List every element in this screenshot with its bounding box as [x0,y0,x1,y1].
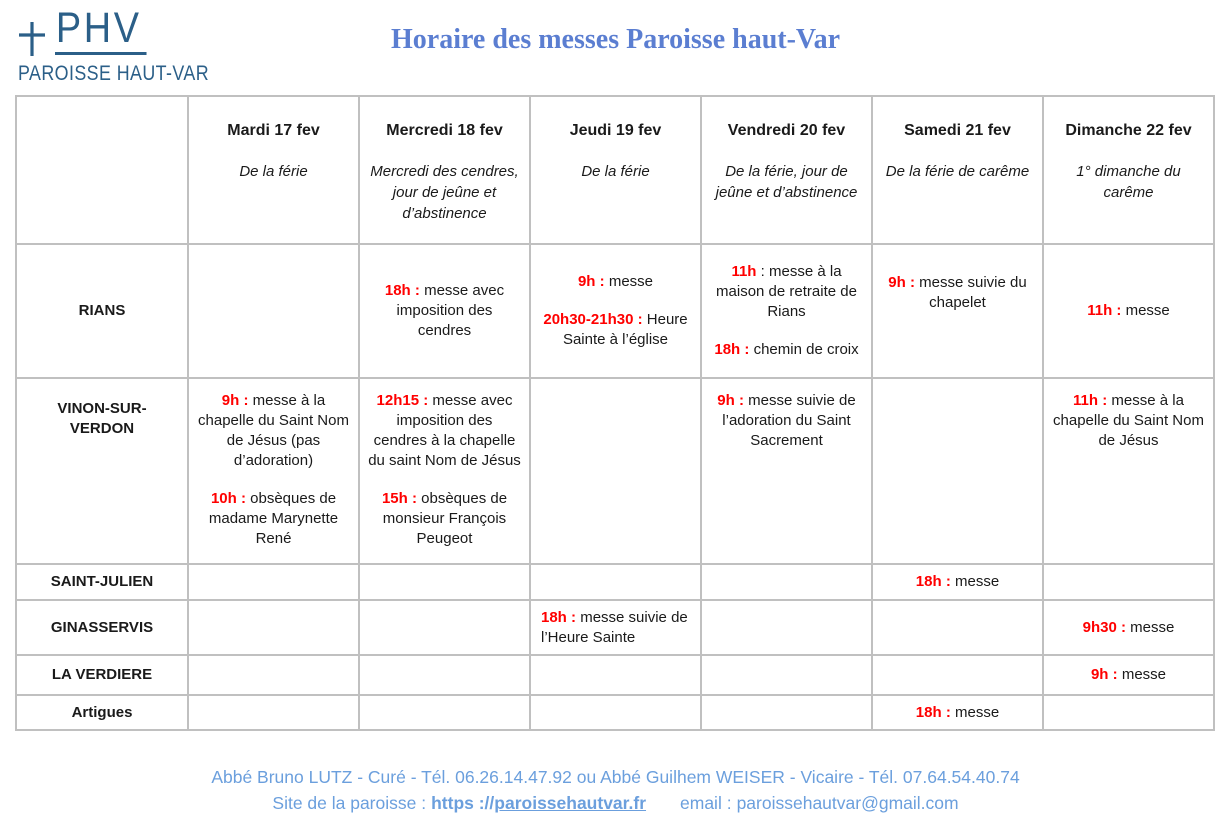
schedule-entry [1052,301,1205,321]
schedule-cell [701,695,872,730]
entry-text: messe avec imposition des cendres [396,282,505,339]
time-label: 12h15 [376,392,420,409]
day-note: De la férie [581,163,650,180]
schedule-cell [872,244,1043,378]
schedule-cell [1043,695,1214,730]
row-label: LA VERDIERE [16,655,188,695]
footer [0,764,1231,816]
schedule-cell [872,564,1043,600]
colon-separator: : [1108,666,1122,683]
schedule-entry [541,608,692,648]
entry-text: messe [955,703,1000,721]
time-label: 20h30-21h30 [543,311,634,328]
table-row [16,695,1214,730]
time-label: 18h [915,703,942,721]
day-header [188,96,359,244]
entry-text: messe [1130,618,1175,636]
schedule-cell [530,695,701,730]
entry-text: messe [955,573,1000,590]
schedule-entry [1052,618,1205,638]
time-label: 9h30 [1082,618,1117,636]
schedule-cell [359,244,530,378]
schedule-cell [701,655,872,695]
row-label: RIANS [16,244,188,378]
site-label: Site de la paroisse : [272,793,427,813]
schedule-cell [188,600,359,655]
day-header [1043,96,1214,244]
row-label: VINON-SUR-VERDON [16,378,188,564]
time-label: 9h [221,392,240,409]
colon-separator: : [239,392,253,409]
schedule-cell [872,378,1043,564]
day-note: De la férie [239,163,308,180]
schedule-entry [197,489,350,549]
schedule-cell [1043,378,1214,564]
footer-contact-line: Abbé Bruno LUTZ - Curé - Tél. 06.26.14.47.92 ou Abbé Guilhem WEISER - Vicaire - Tél. 07.64.54.40.74 [211,767,1020,787]
time-label: 9h [1090,666,1109,683]
row-label: SAINT-JULIEN [16,564,188,600]
schedule-table [15,95,1215,731]
time-label: 18h [714,341,741,358]
schedule-cell [701,378,872,564]
schedule-cell [701,564,872,600]
day-label: Samedi 21 fev [904,122,1011,139]
time-label: 11h [1073,392,1099,409]
schedule-cell [359,655,530,695]
day-note: 1° dimanche du carême [1076,163,1181,201]
schedule-entry [881,572,1034,592]
schedule-entry [1052,665,1205,685]
schedule-entry [197,391,350,471]
schedule-cell [701,244,872,378]
entry-text: messe avec imposition des cendres à la chapelle du saint Nom de Jésus [368,392,521,469]
schedule-entry [710,262,863,322]
website-link[interactable]: paroissehautvar.fr [494,793,647,813]
schedule-cell [188,564,359,600]
colon-separator: : [633,311,647,328]
schedule-cell [530,244,701,378]
day-note: De la férie de carême [885,163,1030,180]
schedule-cell [1043,600,1214,655]
colon-separator: : [566,608,581,626]
day-label: Vendredi 20 fev [727,122,846,139]
schedule-cell [1043,655,1214,695]
schedule-entry [539,272,692,292]
schedule-cell [188,244,359,378]
colon-separator: : [1112,302,1126,319]
colon-separator: : [740,341,754,358]
schedule-cell [188,695,359,730]
schedule-cell [530,600,701,655]
colon-separator: : [941,573,955,590]
day-label: Mercredi 18 fev [386,122,503,139]
colon-separator: : [734,392,749,409]
table-header-row [16,96,1214,244]
logo-acronym: PHV [55,8,147,55]
colon-separator: : [407,490,422,507]
schedule-cell [872,695,1043,730]
site-protocol: https :// [431,793,495,813]
day-header [872,96,1043,244]
colon-separator: : [905,274,920,291]
time-label: 9h [717,392,735,409]
day-label: Jeudi 19 fev [569,122,662,139]
entry-text: messe [1121,666,1167,683]
schedule-cell [1043,244,1214,378]
schedule-entry [539,310,692,350]
email-label: email : [680,793,732,813]
schedule-cell [701,600,872,655]
entry-text: chemin de croix [753,341,859,358]
email-address: paroissehautvar@gmail.com [736,793,959,813]
schedule-entry [710,340,863,360]
schedule-entry [710,391,863,451]
table-row [16,378,1214,564]
time-label: 18h [915,573,942,590]
schedule-cell [530,564,701,600]
day-header [359,96,530,244]
footer-links-line [0,790,1231,816]
table-row [16,655,1214,695]
colon-separator: : [756,263,769,280]
row-label: GINASSERVIS [16,600,188,655]
colon-separator: : [941,703,955,721]
entry-text: Heure Sainte à l’église [562,311,688,348]
time-label: 18h [541,608,567,626]
time-label: 18h [384,282,411,299]
row-label: Artigues [16,695,188,730]
schedule-cell [359,695,530,730]
time-label: 9h [577,273,596,290]
schedule-cell [188,655,359,695]
page-title: Horaire des messes Paroisse haut-Var [391,24,840,55]
entry-text: messe suivie de l’adoration du Saint Sacrement [722,392,856,449]
entry-text: messe à la maison de retraite de Rians [716,263,857,320]
time-label: 10h [210,490,237,507]
schedule-cell [188,378,359,564]
entry-text: messe à la chapelle du Saint Nom de Jésus (pas d’adoration) [198,392,349,469]
table-row [16,244,1214,378]
logo-parish-name: PAROISSE HAUT-VAR [18,62,210,85]
colon-separator: : [410,282,425,299]
schedule-cell [359,564,530,600]
schedule-cell [359,378,530,564]
schedule-cell [359,600,530,655]
colon-separator: : [1116,618,1131,636]
schedule-cell [872,655,1043,695]
entry-text: obsèques de monsieur François Peugeot [382,490,508,547]
day-label: Dimanche 22 fev [1065,122,1192,139]
time-label: 9h [888,274,906,291]
day-note: De la férie, jour de jeûne et d’abstinence [715,163,858,201]
schedule-entry [1052,391,1205,451]
schedule-entry [881,273,1034,313]
entry-text: messe suivie du chapelet [919,274,1027,311]
colon-separator: : [595,273,609,290]
table-row [16,564,1214,600]
schedule-cell [1043,564,1214,600]
schedule-entry [881,703,1034,723]
day-note: Mercredi des cendres, jour de jeûne et d’abstinence [370,163,519,222]
colon-separator: : [419,392,433,409]
entry-text: obsèques de madame Marynette René [208,490,339,547]
entry-text: messe suivie de l’Heure Sainte [541,608,688,646]
day-header [701,96,872,244]
schedule-entry [368,281,521,341]
day-label: Mardi 17 fev [227,122,320,139]
entry-text: messe à la chapelle du Saint Nom de Jésus [1053,392,1204,449]
time-label: 15h [381,490,408,507]
corner-cell [16,96,188,244]
table-row [16,600,1214,655]
schedule-cell [872,600,1043,655]
colon-separator: : [1098,392,1112,409]
colon-separator: : [236,490,251,507]
schedule-cell [530,655,701,695]
schedule-cell [530,378,701,564]
time-label: 11h [731,263,757,280]
schedule-entry [368,489,521,549]
schedule-entry [368,391,521,471]
day-header [530,96,701,244]
entry-text: messe [608,273,654,290]
entry-text: messe [1125,302,1170,319]
time-label: 11h [1087,302,1113,319]
